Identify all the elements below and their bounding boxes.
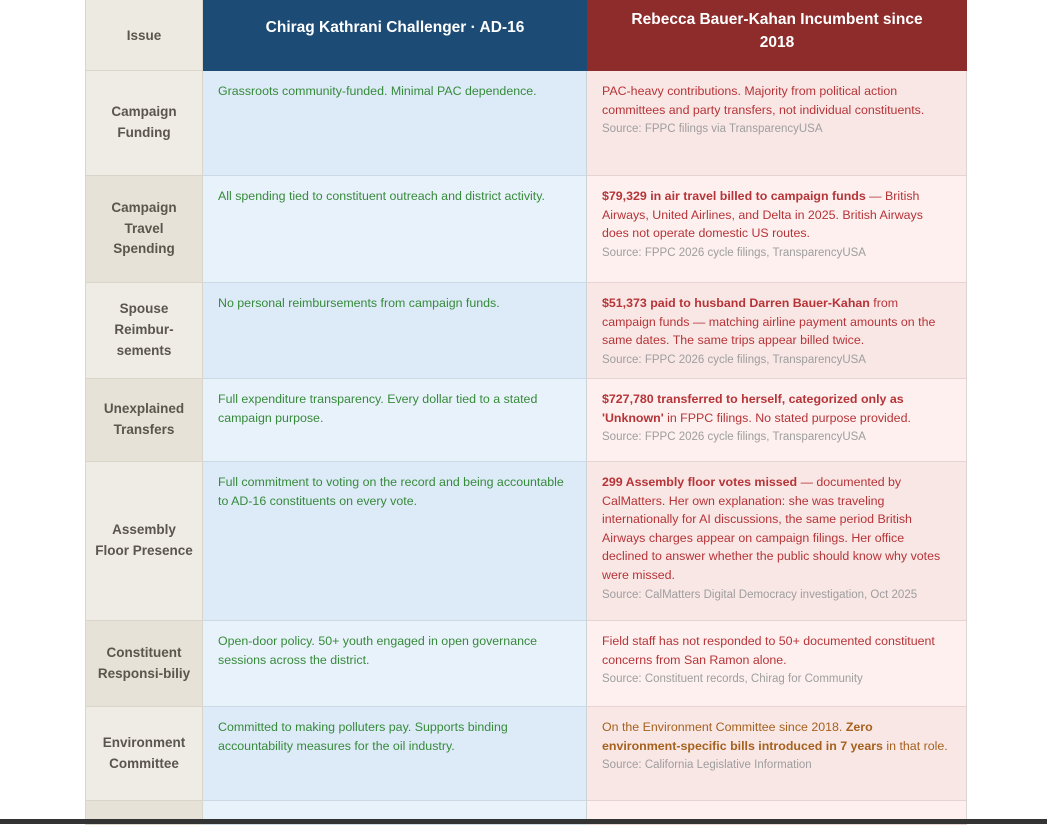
incumbent-claim-text: $727,780 transferred to herself, categorized only as 'Unknown' in FPPC filings. No stated purpose provided. [602,392,911,425]
issue-cell: Campaign Funding [85,71,203,176]
window-bottom-edge-bar [0,819,1047,824]
incumbent-record-cell [587,462,967,621]
challenger-column-header: Chirag Kathrani Challenger · AD-16 [203,0,587,71]
source-citation: Source: FPPC 2026 cycle filings, TransparencyUSA [602,431,866,444]
incumbent-record-cell [587,621,967,707]
incumbent-claim-text: $79,329 in air travel billed to campaign funds — British Airways, United Airlines, and Delta in 2025. British Airways does not operate domestic US routes. [602,189,923,241]
challenger-position-cell: Full expenditure transparency. Every dollar tied to a stated campaign purpose. [203,379,587,462]
table-row-campaign-travel-spending [85,176,967,283]
source-citation: Source: FPPC 2026 cycle filings, TransparencyUSA [602,353,866,366]
issue-cell: Campaign Travel Spending [85,176,203,283]
issue-cell: Environment Committee [85,707,203,801]
source-citation: Source: CalMatters Digital Democracy investigation, Oct 2025 [602,588,918,601]
table-row-spouse-reimbursements [85,283,967,379]
incumbent-column-header: Rebecca Bauer-Kahan Incumbent since 2018 [587,0,967,71]
source-citation: Source: FPPC filings via TransparencyUSA [602,123,823,136]
incumbent-claim-text: On the Environment Committee since 2018. Zero environment-specific bills introduced in 7 years in that role. [602,720,948,753]
incumbent-claim-text: Field staff has not responded to 50+ documented constituent concerns from San Ramon alone. [602,634,935,667]
issue-cell: Spouse Reimbur-sements [85,283,203,379]
incumbent-record-cell [587,283,967,379]
incumbent-record-cell [587,71,967,176]
challenger-position-cell: Committed to making polluters pay. Supports binding accountability measures for the oil industry. [203,707,587,801]
table-row-unexplained-transfers [85,379,967,462]
table-row-campaign-funding [85,71,967,176]
table-row-environment-committee [85,707,967,801]
challenger-position-cell: Grassroots community-funded. Minimal PAC dependence. [203,71,587,176]
challenger-position-cell: All spending tied to constituent outreach and district activity. [203,176,587,283]
table-row-constituent-responsibility [85,621,967,707]
incumbent-record-cell [587,379,967,462]
incumbent-claim-text: $51,373 paid to husband Darren Bauer-Kahan from campaign funds — matching airline payment amounts on the same dates. The same trips appear billed twice. [602,296,936,348]
comparison-table [85,0,967,825]
issue-cell: Constituent Responsi-biliy [85,621,203,707]
incumbent-record-cell [587,707,967,801]
source-citation: Source: Constituent records, Chirag for Community [602,673,863,686]
issue-cell: Assembly Floor Presence [85,462,203,621]
incumbent-claim-text: 299 Assembly floor votes missed — documented by CalMatters. Her own explanation: she was traveling internationally for AI discussions, the same period British Airways charges appear on campaign filings. Her office declined to answer whether the public should know why votes were missed. [602,475,941,583]
table-row-assembly-floor-presence [85,462,967,621]
incumbent-record-cell [587,176,967,283]
challenger-position-cell: Open-door policy. 50+ youth engaged in open governance sessions across the district. [203,621,587,707]
issue-cell: Unexplained Transfers [85,379,203,462]
source-citation: Source: FPPC 2026 cycle filings, TransparencyUSA [602,246,866,259]
source-citation: Source: California Legislative Information [602,759,812,772]
table-header-row [85,0,967,71]
challenger-position-cell: No personal reimbursements from campaign funds. [203,283,587,379]
challenger-position-cell: Full commitment to voting on the record and being accountable to AD-16 constituents on every vote. [203,462,587,621]
incumbent-claim-text: PAC-heavy contributions. Majority from political action committees and party transfers, not individual constituents. [602,84,925,117]
issue-column-header: Issue [85,0,203,71]
